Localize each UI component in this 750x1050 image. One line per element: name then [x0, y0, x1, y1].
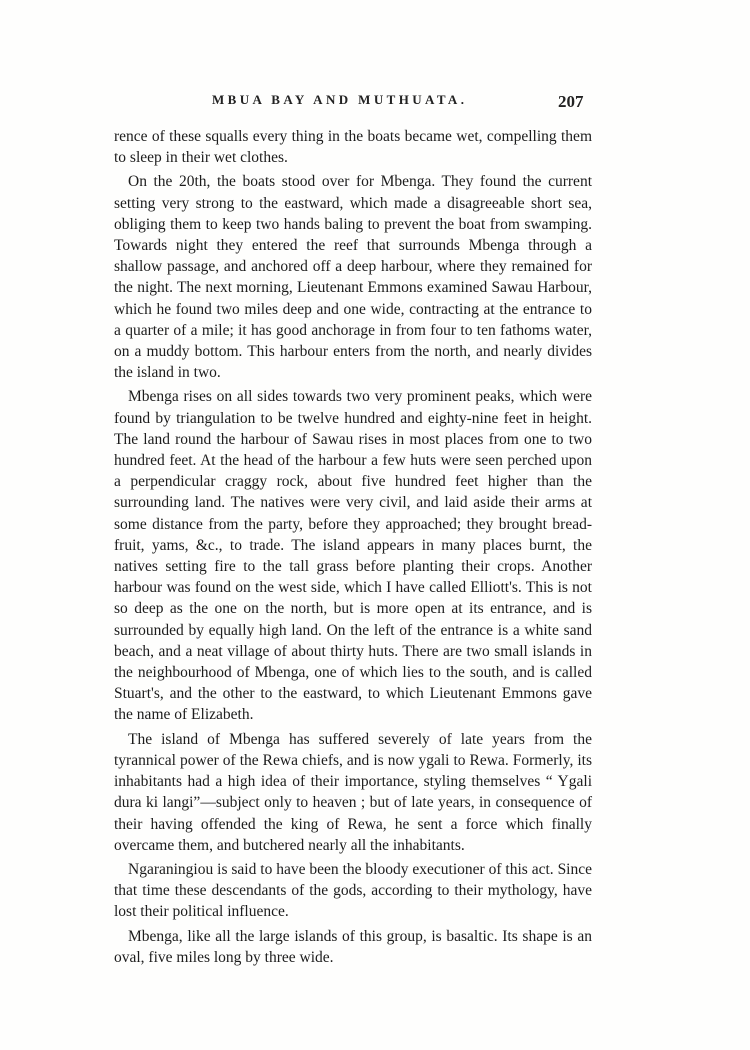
paragraph-continuation: rence of these squalls every thing in the boats became wet, compelling them to sleep in their wet clothes. — [114, 128, 592, 167]
paragraph-rewa-chiefs: The island of Mbenga has suffered severely of late years from the tyrannical power of the Rewa chiefs, and is now ygali to Rewa. Formerly, its inhabitants had a high idea of their importance, styling themselves “ Ygali dura ki langi”—subject only to heaven ; but of late years, in consequence of their having offended the king of Rewa, he sent a force which finally overcame them, and butchered nearly all the inhabitants. — [114, 730, 592, 854]
paragraph-mbenga-peaks: Mbenga rises on all sides towards two very prominent peaks, which were found by triangulation to be twelve hundred and eighty-nine feet in height. The land round the harbour of Sawau rises in most places from one to two hundred feet. At the head of the harbour a few huts were seen perched upon a perpendicular craggy rock, about five hundred feet higher than the surrounding land. The natives were very civil, and laid aside their arms at some distance from the party, before they approached; they brought bread-fruit, yams, &c., to trade. The island appears in many places burnt, the natives setting fire to the tall grass before planting their crops. Another harbour was found on the west side, which I have called Elliott's. This is not so deep as the one on the north, but is more open at its entrance, and is surrounded by equally high land. On the left of the entrance is a white sand beach, and a neat village of about thirty huts. There are two small islands in the neighbourhood of Mbenga, one of which lies to the south, and is called Stuart's, and the other to the eastward, to which Lieutenant Emmons gave the name of Elizabeth. — [114, 388, 592, 724]
page-number: 207 — [558, 92, 584, 111]
running-head-title: MBUA BAY AND MUTHUATA. — [212, 92, 468, 107]
paragraph-ngaraningiou: Ngaraningiou is said to have been the bloody executioner of this act. Since that time these descendants of the gods, according to their mythology, have lost their political influence. — [114, 860, 592, 921]
paragraph-basaltic: Mbenga, like all the large islands of this group, is basaltic. Its shape is an oval, five miles long by three wide. — [114, 927, 592, 966]
paragraph-mbenga-voyage: On the 20th, the boats stood over for Mbenga. They found the current setting very strong to the eastward, which made a disagreeable short sea, obliging them to keep two hands baling to prevent the boat from swamping. Towards night they entered the reef that surrounds Mbenga through a shallow passage, and anchored off a deep harbour, where they remained for the night. The next morning, Lieutenant Emmons examined Sawau Harbour, which he found two miles deep and one wide, contracting at the entrance to a quarter of a mile; it has good anchorage in from four to ten fathoms water, on a muddy bottom. This harbour enters from the north, and nearly divides the island in two. — [114, 173, 592, 382]
body-text — [114, 126, 592, 971]
